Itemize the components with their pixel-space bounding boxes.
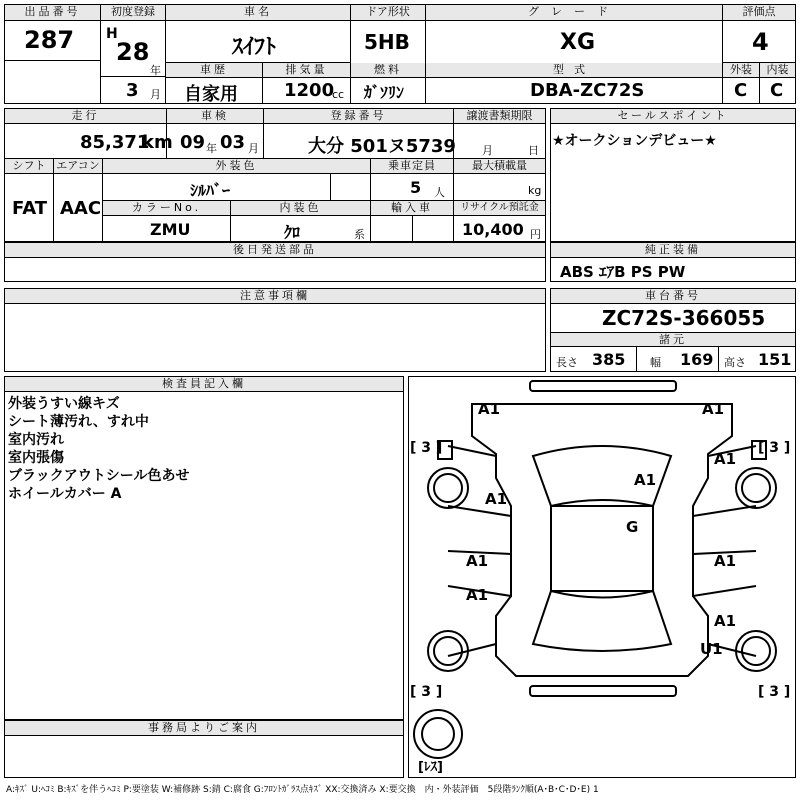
damage-mark: G	[626, 518, 639, 536]
fuel: ｶﾞｿﾘﾝ	[364, 83, 405, 102]
int-color: ｸﾛ	[284, 223, 301, 242]
length: 385	[592, 350, 626, 369]
chassis-label: 車台番号	[551, 289, 795, 304]
inspector-note: ブラックアウトシール色あせ	[8, 468, 190, 484]
score-label: 評価点	[723, 5, 795, 21]
damage-mark: A1	[714, 552, 737, 570]
reg-year: 28	[116, 38, 150, 66]
inspection-month-unit: 月	[248, 142, 259, 155]
displacement-unit: cc	[332, 88, 345, 101]
shift: FAT	[12, 198, 48, 219]
int-color-label: 内装色	[231, 201, 370, 216]
width-label: 幅	[650, 356, 661, 369]
inspection-month: 03	[220, 132, 246, 153]
inspector-notes	[8, 395, 398, 503]
color-label: 外装色	[103, 159, 370, 174]
damage-mark: A1	[485, 490, 508, 508]
plate-label: 登録番号	[264, 109, 453, 124]
transfer-month: 月	[482, 144, 493, 157]
import-label: 輸入車	[371, 201, 453, 216]
ac: AAC	[60, 198, 102, 219]
model: DBA-ZC72S	[530, 80, 645, 101]
lot-number: 287	[24, 26, 75, 54]
displacement-label: 排気量	[263, 63, 350, 78]
displacement: 1200	[284, 80, 335, 101]
equipment: ABS ｴｱB PS PW	[560, 263, 686, 281]
damage-mark: A1	[466, 586, 489, 604]
interior-grade: C	[770, 80, 784, 101]
door-label: ドア形状	[351, 5, 425, 21]
mileage-unit: km	[142, 132, 173, 153]
fuel-label: 燃料	[351, 63, 425, 78]
sales-label: セールスポイント	[551, 109, 795, 124]
history-label: 車歴	[166, 63, 262, 78]
notes-label: 注意事項欄	[5, 289, 545, 304]
exterior-grade: C	[734, 80, 748, 101]
inspection-label: 車検	[167, 109, 263, 124]
grade: XG	[560, 30, 596, 55]
inspector-label: 検査員記入欄	[5, 377, 403, 392]
inspector-note: シート薄汚れ、すれ中	[8, 414, 149, 430]
recycle-deposit: 10,400	[462, 220, 524, 239]
door-type: 5HB	[364, 30, 410, 54]
tire-grade: [ 3 ]	[758, 440, 791, 456]
plate-number: 大分 501ヌ5739	[308, 136, 456, 157]
color-no-label: カラーNo.	[103, 201, 230, 216]
sales-point: ★オークションデビュー★	[552, 133, 717, 149]
height: 151	[758, 350, 792, 369]
capacity: 5	[410, 178, 422, 197]
mileage-label: 走行	[5, 109, 166, 124]
grade-label: グレード	[426, 5, 722, 21]
recycle-label: リサイクル預託金	[454, 201, 545, 216]
width: 169	[680, 350, 714, 369]
capacity-label: 乗車定員	[371, 159, 453, 174]
later-parts-label: 後日発送部品	[5, 243, 545, 258]
first-reg-label: 初度登録	[101, 5, 165, 21]
spare-label: [ﾚｽ]	[418, 760, 443, 775]
history: 自家用	[184, 84, 238, 105]
mileage: 85,371	[80, 132, 150, 153]
transfer-day: 日	[528, 144, 539, 157]
damage-mark: U1	[700, 640, 723, 658]
transfer-label: 譲渡書類期限	[454, 109, 545, 124]
score: 4	[752, 28, 769, 56]
damage-mark: A1	[466, 552, 489, 570]
equipment-label: 純正装備	[551, 243, 795, 258]
color-no: ZMU	[150, 220, 191, 239]
lot-label: 出品番号	[5, 5, 100, 21]
ac-label: エアコン	[54, 159, 102, 174]
damage-mark: A1	[634, 471, 657, 489]
name-label: 車名	[166, 5, 350, 21]
capacity-unit: 人	[434, 186, 445, 199]
chassis-number: ZC72S-366055	[602, 306, 766, 330]
damage-mark: A1	[714, 450, 737, 468]
load-label: 最大積載量	[454, 159, 545, 174]
inspector-note: 室内張傷	[8, 450, 64, 466]
reg-month: 3	[126, 80, 139, 101]
dims-label: 諸元	[551, 333, 795, 347]
model-label: 型式	[426, 63, 722, 78]
damage-mark: A1	[714, 612, 737, 630]
inspector-note: ホイールカバー A	[8, 486, 122, 502]
inspection-year-unit: 年	[206, 142, 217, 155]
car-name: ｽｲﾌﾄ	[232, 35, 277, 60]
inspector-note: 室内汚れ	[8, 432, 64, 448]
sales-point-box	[550, 108, 796, 242]
height-label: 高さ	[724, 356, 746, 369]
inspector-note: 外装うすい線キズ	[8, 396, 120, 412]
recycle-unit: 円	[530, 228, 541, 241]
tire-grade: [ 3 ]	[410, 684, 443, 700]
interior-label: 内装	[760, 63, 795, 78]
damage-mark: A1	[478, 400, 501, 418]
tire-grade: [ 3 ]	[758, 684, 791, 700]
era: H	[106, 26, 118, 42]
legend: A:ｷｽﾞ U:ﾍｺﾐ B:ｷｽﾞを伴うﾍｺﾐ P:要塗装 W:補修跡 S:錆 C:腐食 G:ﾌﾛﾝﾄｶﾞﾗｽ点ｷｽﾞ XX:交換済み X:要交換 内・外装評価 5段階ﾗﾝｸ順(A･B･C･D･E) 1	[6, 785, 599, 795]
office-label: 事務局よりご案内	[5, 721, 403, 736]
damage-mark: A1	[702, 400, 725, 418]
length-label: 長さ	[556, 356, 578, 369]
int-color-unit: 系	[354, 228, 365, 241]
car-outline-diagram	[408, 376, 796, 778]
exterior-color: ｼﾙﾊﾞｰ	[190, 181, 231, 200]
year-unit: 年	[150, 64, 161, 77]
exterior-label: 外装	[723, 63, 759, 78]
month-unit: 月	[150, 88, 161, 101]
shift-label: シフト	[5, 159, 53, 174]
tire-grade: [ 3 ]	[410, 440, 443, 456]
load-unit: kg	[528, 184, 542, 197]
inspection-year: 09	[180, 132, 206, 153]
